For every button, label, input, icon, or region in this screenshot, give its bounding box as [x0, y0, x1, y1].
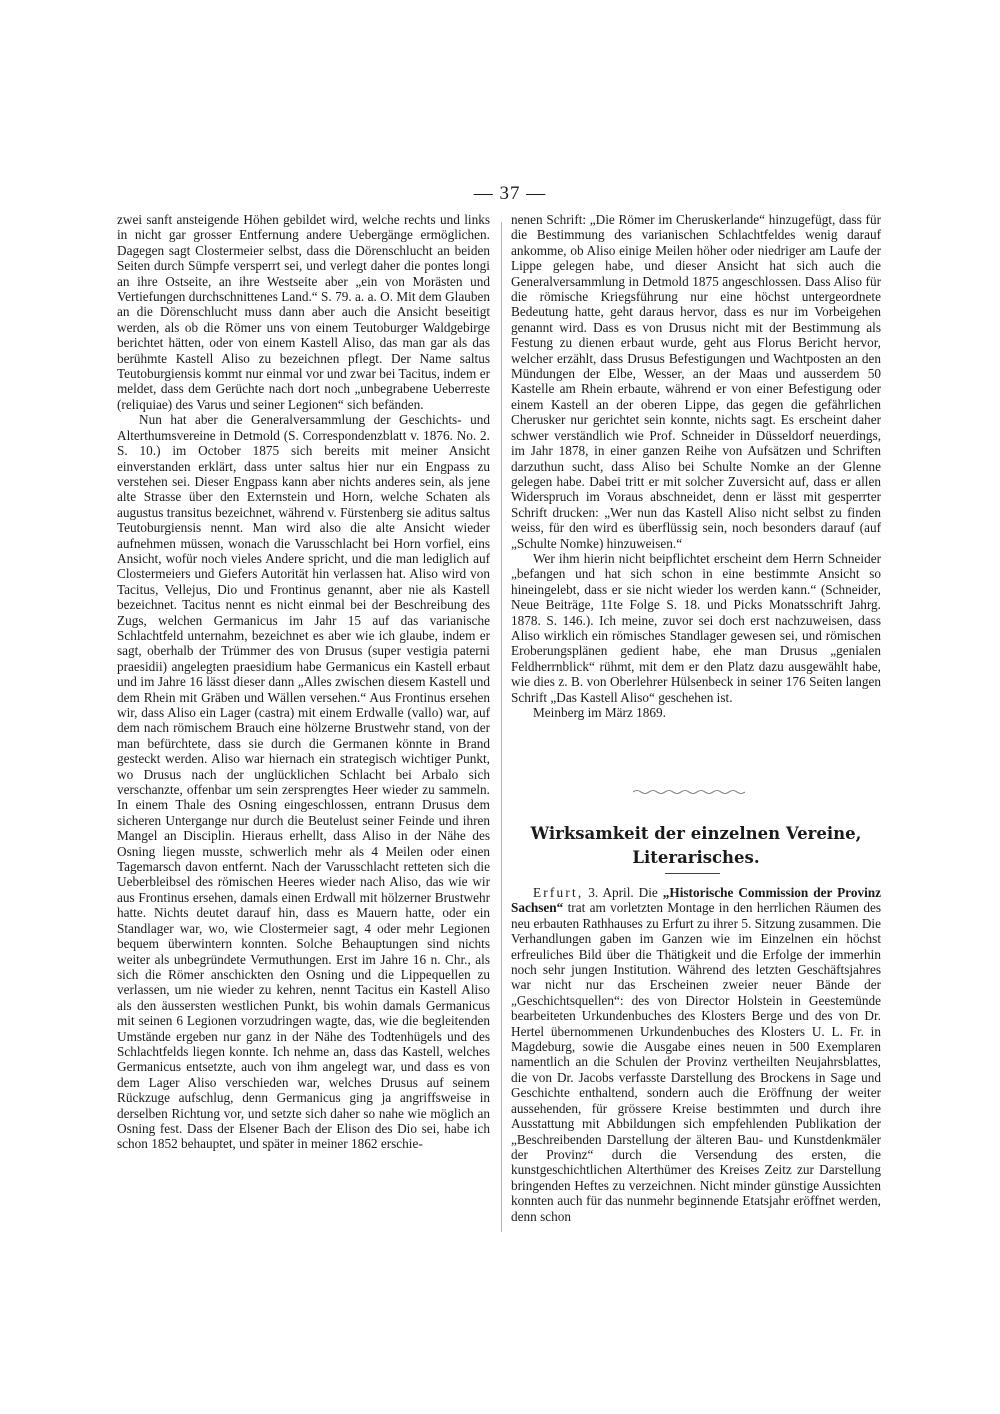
signature-line: Meinberg im März 1869. [533, 705, 666, 720]
left-column [117, 212, 490, 1152]
heading-underline [665, 873, 720, 874]
right-column [511, 212, 881, 720]
right-paragraph-1: nenen Schrift: „Die Römer im Cheruskerlande“ hinzugefügt, dass für die Bestimmung des varianischen Schlachtfeldes wenig darauf ankomme, ob Aliso einige Meilen höher oder niedriger am Laufe der Lippe gelegen habe, und dieser Ansicht hat sich auch die Generalversammlung in Detmold 1875 angeschlossen. Dass Aliso für die römische Kriegsführung nur eine höchst untergeordnete Bedeutung hatte, geht daraus hervor, dass es nur im Vorbeigehen genannt wird. Dass es von Drusus nicht mit der Bestimmung als Festung zu dienen erbaut wurde, geht aus Florus Bericht hervor, welcher erzählt, dass Drusus Befestigungen und Wachtposten an den Mündungen der Elbe, Wesser, an der Maas und ausserdem 50 Kastelle am Rhein erbaute, während er von einer Befestigung oder einem Kastell an der oberen Lippe, das gegen die gefährlichen Cherusker nur gerichtet sein konnte, nichts sagt. Es erscheint daher schwer verständlich wie Prof. Schneider in Düsseldorf neuerdings, im Jahr 1878, in einer ganzen Reihe von Aufsätzen und Schriften darzuthun sucht, dass Aliso bei Schulte Nomke an der Glenne gelegen habe. Dabei tritt er mit solcher Zuversicht auf, dass er allen Widerspruch im Voraus abschneidet, denn er lässt mit gesperrter Schrift drucken: „Wer nun das Kastell Aliso nicht selbst zu finden weiss, für den wird es überflüssig sein, noch besonders darauf (auf „Schulte Nomke) hinzuweisen.“ [511, 212, 881, 551]
left-paragraph-1: zwei sanft ansteigende Höhen gebildet wird, welche rechts und links in nicht gar grosser Entfernung andere Uebergänge ermöglichen. Dagegen sagt Clostermeier selbst, dass die Dörenschlucht an beiden Seiten durch Sümpfe versperrt sei, und verlegt daher die pontes longi an ihre Ostseite, an ihre Westseite aber „ein von Morästen und Vertiefungen durchschnittenes Land.“ S. 79. a. a. O. Mit dem Glauben an die Dörenschlucht muss dann aber auch die Ansicht beseitigt werden, als ob die Römer uns von einem Teutoburger Waldgebirge berichtet hätten, oder von einem Kastell Aliso, das man gar als das berühmte Kastell Aliso zu bezeichnen pflegt. Der Name saltus Teutoburgiensis kommt nur einmal vor und zwar bei Tacitus, indem er meldet, dass dem Gerüchte nach dort noch „unbegrabene Ueberreste (reliquiae) des Varus und seiner Legionen“ sich befänden. [117, 212, 490, 412]
section-heading [511, 822, 881, 870]
organization-name: „Historische Commission der Provinz Sachsen“ [511, 885, 881, 916]
left-paragraph-2: Nun hat aber die Generalversammlung der Geschichts- und Alterthumsvereine in Detmold (S. Correspondenzblatt v. 1876. No. 2. S. 10.) im October 1875 sich bereits mit meiner Ansicht einverstanden erklärt, dass unter saltus hier nur ein Engpass zu verstehen sei. Dieser Engpass kann aber nichts anderes sein, als jene alte Strasse über den Externstein und Horn, welche Schaten als augustus transitus bezeichnet, während v. Fürstenberg sie aditus saltus Teutoburgiensis nennt. Man wird also die alte Ansicht wieder aufnehmen müssen, wonach die Varusschlacht bei Horn vorfiel, eins Ansicht, wofür noch vieles Andere spricht, und die man lediglich auf Clostermeiers und Giefers Autorität hin verlassen hat. Aliso wird von Tacitus, Vellejus, Dio und Frontinus genannt, aber nie als Kastell bezeichnet. Tacitus nennt es nicht einmal bei der Beschreibung des Zugs, welchen Germanicus im Jahr 15 auf das varianische Schlachtfeld unternahm, bezeichnet es aber wie ich glaube, indem er sagt, oberhalb der Trümmer des von Drusus (super vestigia paterni praesidii) angelegten praesidium habe Germanicus ein Kastell erbaut und im Jahre 16 lässt dieser dann „Alles zwischen diesem Kastell und dem Rhein mit Gräben und Wällen versehen.“ Aus Frontinus ersehen wir, dass Aliso ein Lager (castra) mit einem Erdwalle (vallo) war, auf dem nach römischem Brauch eine hölzerne Brustwehr stand, von der man befürchtete, dass sie durch die Germanen könnte in Brand gesteckt werden. Aliso war hiernach ein strategisch wichtiger Punkt, wo Drusus nach der unglücklichen Schlacht bei Arbalo sich verschanzte, offenbar um sein zersprengtes Heer wieder zu sammeln. In einem Thale des Osning eingeschlossen, entrann Drusus dem sicheren Untergange nur durch die Beutelust seiner Feinde und ihren Mangel an Disciplin. Hieraus erhellt, dass Aliso in der Nähe des Osning liegen musste, schwerlich mehr als 4 Meilen oder einen Tagemarsch davon entfernt. Nach der Varusschlacht retteten sich die Ueberbleibsel des römischen Heeres wieder nach Aliso, das wie wir aus Frontinus ersehen, damals einen Erdwall mit hölzerner Brustwehr hatte. Nichts deutet darauf hin, dass es Mauern hatte, oder ein Standlager war, wo, wie Clostermeier sagt, 4 oder mehr Legionen bequem überwintern konnten. Solche Behauptungen sind nichts weiter als unbegründete Vermuthungen. Erst im Jahre 16 n. Chr., als sich die Römer anschickten den Osning und die Lippequellen zu verlassen, um nie wieder zu kehren, nennt Tacitus ein Kastell Aliso als den äussersten westlichen Punkt, bis wohin damals Germanicus mit seinen 6 Legionen vorzudringen wagte, das, wie die begleitenden Umstände ergeben nur ganz in der Nähe des Todtenhügels und des Schlachtfelds liegen konnte. Ich nehme an, dass das Kastell, welches Germanicus entsetzte, auch von ihm angelegt war, und dass es von dem Lager Aliso verschieden war, welches Drusus auf seinem Rückzuge aufschlug, denn Germanicus ging ja angriffsweise in derselben Richtung vor, und setzte sich daher so nahe wie möglich an Osning fest. Dass der Elsener Bach der Elison des Dio sei, habe ich schon 1852 behauptet, und später in meiner 1862 erschie- [117, 412, 490, 1152]
section-paragraph [511, 885, 881, 1224]
decorative-wavy-rule [633, 789, 745, 795]
section-body [511, 885, 881, 1224]
page-number: — 37 — [473, 183, 547, 204]
date-text: 3. April. Die [583, 885, 663, 900]
section-text-rest: trat am vorletzten Montage in den herrlichen Räumen des neu erbauten Rathhauses zu Erfurt zu ihrer 5. Sitzung zusammen. Die Verhandlungen gaben im Ganzen wie im Einzelnen ein höchst erfreuliches Bild über die Thätigkeit und die Erfolge der immerhin noch sehr jungen Institution. Während des letzten Geschäftsjahres war nicht nur das Erscheinen zweier neuer Bände der „Geschichtsquellen“: des von Director Holstein in Geestemünde bearbeiteten Urkundenbuches des Klosters Berge und des von Dr. Hertel übernommenen Urkundenbuches des Klosters U. L. Fr. in Magdeburg, sowie die Ausgabe eines neuen in 500 Exemplaren namentlich an die Schulen der Provinz vertheilten Neujahrsblattes, die von Dr. Jacobs verfasste Darstellung des Brockens in Sage und Geschichte enthaltend, sondern auch die Eröffnung der weiter aussehenden, für grössere Kreise bestimmten und durch ihre Ausstattung mit Abbildungen sich empfehlenden Publikation der „Beschreibenden Darstellung der älteren Bau- und Kunstdenkmäler der Provinz“ durch die Versendung des ersten, die kunstgeschichtlichen Alterthümer des Kreises Zeitz zur Darstellung bringenden Heftes zu verzeichnen. Nicht minder günstige Aussichten konnten auch für das nunmehr beginnende Etatsjahr eröffnet werden, denn schon [511, 900, 881, 1224]
place-name: Erfurt, [533, 885, 584, 900]
section-heading-line-2: Literarisches. [632, 848, 760, 867]
right-paragraph-2: Wer ihm hierin nicht beipflichtet erscheint dem Herrn Schneider „befangen und hat sich schon in eine bestimmte Ansicht so hineingelebt, dass er sie nicht wieder los werden kann.“ (Schneider, Neue Beiträge, 11te Folge S. 18. und Picks Monatsschrift Jahrg. 1878. S. 146.). Ich meine, zuvor sei doch erst nachzuweisen, dass Aliso wirklich ein römisches Standlager gewesen sei, und römischen Eroberungsplänen gedient habe, ehe man Drusus „genialen Feldherrnblick“ rühmt, mit dem er den Platz dazu ausgewählt habe, wie dies z. B. von Oberlehrer Hülsenbeck in seiner 176 Seiten langen Schrift „Das Kastell Aliso“ geschehen ist. [511, 550, 881, 705]
section-heading-line-1: Wirksamkeit der einzelnen Vereine, [530, 824, 862, 843]
column-divider [501, 222, 502, 1232]
